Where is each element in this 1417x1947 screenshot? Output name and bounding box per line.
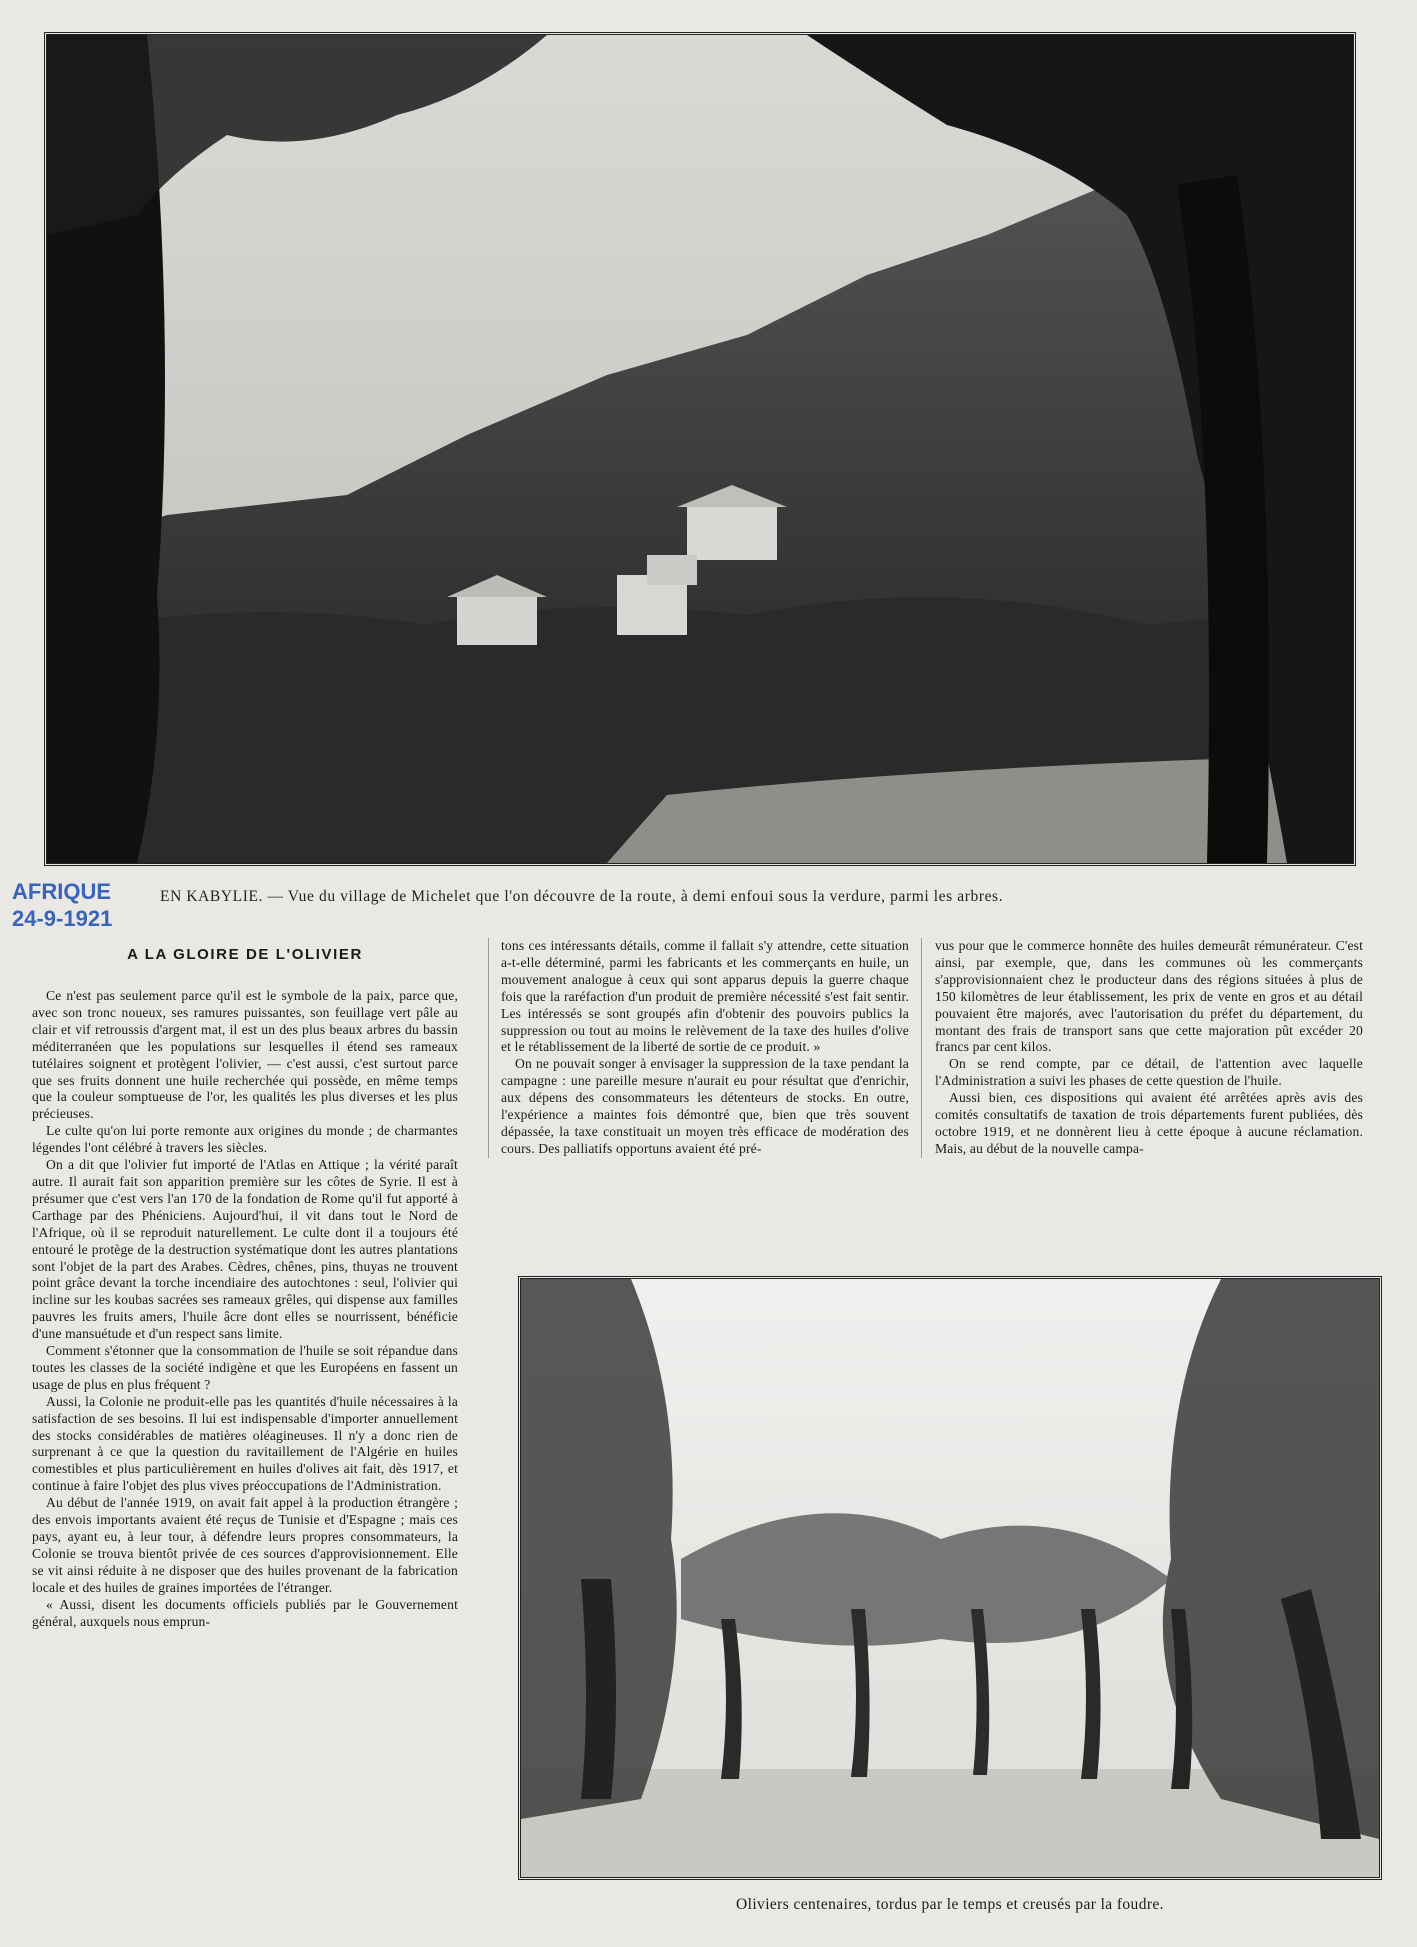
paragraph: Ce n'est pas seulement parce qu'il est le symbole de la paix, parce que, avec son tronc noueux, ses ramures puissantes, son feuillage vert pâle au clair et vif retroussis d'argent mat, il est un des plus beaux arbres du bassin méditerranéen que les populations sur lesquelles il étend ses rameaux tutélaires soignent et protègent l'olivier, — c'est aussi, c'est surtout parce que ses fruits donnent une huile recherchée qui possède, en même temps que la couleur somptueuse de l'or, les qualités les plus diverses et les plus précieuses.	[32, 988, 458, 1122]
paragraph: vus pour que le commerce honnête des huiles demeurât rémunérateur. C'est ainsi, par exemple, que, dans les communes où les commerçants s'approvisionnaient chez le producteur dans des régions situées à plus de 150 kilomètres de leur établissement, les prix de vente en gros et au détail pouvaient être majorés, avec l'autorisation du préfet du département, du montant des frais de transport sans que cette majoration pût excéder 20 francs par cent kilos.	[935, 938, 1363, 1055]
paragraph: Le culte qu'on lui porte remonte aux origines du monde ; de charmantes légendes l'ont célébré à travers les siècles.	[32, 1123, 458, 1156]
photo1-caption: EN KABYLIE. — Vue du village de Michelet que l'on découvre de la route, à demi enfoui sous la verdure, parmi les arbres.	[160, 888, 1004, 905]
village-illustration	[47, 35, 1353, 863]
paragraph: tons ces intéressants détails, comme il fallait s'y attendre, cette situation a-t-elle déterminé, parmi les fabricants et les commerçants en huile, un mouvement analogue à ceux qui sont apparus depuis la guerre chaque fois que la raréfaction d'un produit de première nécessité s'est fait sentir. Les intéressés se sont groupés afin d'obtenir des pouvoirs publics la suppression ou tout au moins le relèvement de la taxe des huiles d'olive et le rétablissement de la liberté de sortie de ce produit. »	[501, 938, 909, 1055]
photo-olive-grove	[518, 1276, 1382, 1880]
paragraph: On ne pouvait songer à envisager la suppression de la taxe pendant la campagne : une pareille mesure n'aurait eu pour résultat que d'enrichir, aux dépens des consommateurs les détenteurs de stocks. En outre, l'expérience a maintes fois démontré que, bien que très souvent dépassée, la taxe constituait un moyen très efficace de modération des cours. Des palliatifs opportuns avaient été pré-	[501, 1056, 909, 1156]
paragraph: Comment s'étonner que la consommation de l'huile se soit répandue dans toutes les classes de la société indigène et que les Européens en fassent un usage de plus en plus fréquent ?	[32, 1343, 458, 1392]
stamp-line-1: AFRIQUE	[12, 879, 111, 904]
house	[457, 595, 537, 645]
archive-stamp	[12, 878, 132, 932]
paragraph: Aussi bien, ces dispositions qui avaient été arrêtées après avis des comités consultatifs de taxation de trois départements furent publiées, dès octobre 1919, et ne donnèrent lieu à cette époque à aucune réclamation. Mais, au début de la nouvelle campa-	[935, 1090, 1363, 1156]
paragraph: « Aussi, disent les documents officiels publiés par le Gouvernement général, auxquels nous emprun-	[32, 1596, 458, 1629]
paragraph: Aussi, la Colonie ne produit-elle pas les quantités d'huile nécessaires à la satisfaction de ses besoins. Il lui est indispensable d'importer annuellement des stocks considérables de matières oléagineuses. Il n'y a donc rien de surprenant à ce que la question du ravitaillement de l'Algérie en huiles comestibles et plus particulièrement en huiles d'olives ait fait, dès 1917, et continue à faire l'objet des plus vives préoccupations de l'Administration.	[32, 1393, 458, 1494]
article-column-1	[32, 988, 458, 1630]
article-column-2	[488, 938, 922, 1158]
article-column-3	[935, 938, 1363, 1158]
paragraph: On se rend compte, par ce détail, de l'attention avec laquelle l'Administration a suivi les phases de cette question de l'huile.	[935, 1056, 1363, 1089]
stamp-line-2: 24-9-1921	[12, 906, 113, 931]
olive-grove-illustration	[521, 1279, 1379, 1877]
paragraph: Au début de l'année 1919, on avait fait appel à la production étrangère ; des envois importants avaient été reçus de Tunisie et d'Espagne ; mais ces pays, ayant eu, à leur tour, à défendre leurs propres consommateurs, la Colonie se trouva bientôt privée de ces sources d'approvisionnement. Elle se vit ainsi réduite à ne disposer que des huiles provenant de la fabrication locale et des huiles de graines importées de l'étranger.	[32, 1495, 458, 1595]
photo-kabylie-village	[44, 32, 1356, 866]
house	[687, 505, 777, 560]
article-title: A LA GLOIRE DE L'OLIVIER	[127, 946, 363, 963]
paragraph: On a dit que l'olivier fut importé de l'Atlas en Attique ; la vérité paraît autre. Il aurait fait son apparition première sur les côtes de Syrie. Il est à présumer que c'est vers l'an 170 de la fondation de Rome qu'il fut apporté à Carthage par des Phéniciens. Aujourd'hui, il vit dans tout le Nord de l'Afrique, où il se reproduit naturellement. Le culte dont il a toujours été entouré le protège de la destruction systématique dont les autres plantations sont l'objet de la part des Arabes. Cèdres, chênes, pins, thuyas ne trouvent point grâce devant la torche incendiaire des autochtones : seul, l'olivier qui incline sur les koubas sacrées ses rameaux grêles, qui dispense aux familles pauvres les fruits amers, l'huile âcre dont elles se nourrissent, bénéficie d'une mansuétude et d'un respect sans limite.	[32, 1157, 458, 1342]
photo2-caption: Oliviers centenaires, tordus par le temps et creusés par la foudre.	[736, 1896, 1164, 1913]
